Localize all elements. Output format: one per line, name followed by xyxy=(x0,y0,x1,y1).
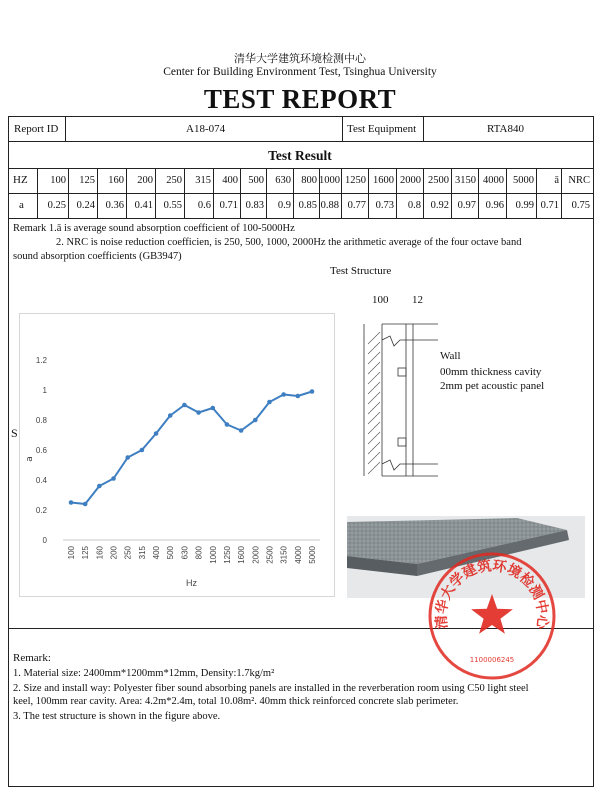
x-tick-label: 315 xyxy=(137,546,147,560)
a-row-label: a xyxy=(19,199,24,211)
table-value-cell: 0.99 xyxy=(515,200,534,211)
table-value-cell: 0.75 xyxy=(571,200,590,211)
x-tick-label: 800 xyxy=(194,546,204,560)
y-tick-label: 1 xyxy=(42,386,47,395)
table-header-cell: 1000 xyxy=(319,175,340,186)
bottom-remark-1: 1. Material size: 2400mm*1200mm*12mm, Density:1.7kg/m² xyxy=(13,668,275,679)
y-tick-label: 0.8 xyxy=(35,416,47,425)
data-point xyxy=(239,428,244,433)
x-tick-label: 2500 xyxy=(265,546,275,564)
data-point xyxy=(182,403,187,408)
table-header-cell: 630 xyxy=(275,175,291,186)
report-title: TEST REPORT xyxy=(203,84,397,114)
table-value-cell: 0.8 xyxy=(407,200,421,211)
data-point xyxy=(310,389,315,394)
data-point xyxy=(168,413,173,418)
bottom-remark-title: Remark: xyxy=(13,652,51,664)
label-cavity: 00mm thickness cavity xyxy=(440,366,542,378)
table-header-cell: ā xyxy=(554,175,559,186)
table-header-cell: 2500 xyxy=(428,175,449,186)
data-point xyxy=(267,400,272,405)
table-value-cell: 0.41 xyxy=(134,200,153,211)
y-tick-label: 0.4 xyxy=(35,476,47,485)
table-value-cell: 0.77 xyxy=(347,200,366,211)
table-value-cell: 0.96 xyxy=(485,200,504,211)
bottom-remark-2b: keel, 100mm rear cavity. Area: 4.2m*2.4m, total 10.08m². 40mm thick reinforced concrete slab perimeter. xyxy=(13,696,459,707)
x-tick-label: 250 xyxy=(123,546,133,560)
table-header-cell: 3150 xyxy=(455,175,476,186)
test-structure-title: Test Structure xyxy=(330,265,392,277)
label-wall: Wall xyxy=(440,350,461,362)
dimension-12: 12 xyxy=(412,294,423,306)
table-header-cell: 200 xyxy=(137,175,153,186)
data-point xyxy=(210,406,215,411)
data-point xyxy=(125,455,130,460)
table-header-cell: 250 xyxy=(166,175,182,186)
absorption-chart xyxy=(20,314,334,596)
x-tick-label: 2000 xyxy=(251,546,261,564)
test-equipment-value: RTA840 xyxy=(487,123,524,135)
dimension-100: 100 xyxy=(372,294,389,306)
col-divider xyxy=(423,117,424,141)
col-divider xyxy=(65,117,66,141)
table-header-cell: 315 xyxy=(195,175,211,186)
table-value-cell: 0.85 xyxy=(298,200,317,211)
y-tick-label: 0.2 xyxy=(35,506,47,515)
label-panel: 2mm pet acoustic panel xyxy=(440,380,545,392)
table-value-cell: 0.9 xyxy=(277,200,291,211)
chart-side-label: S xyxy=(11,426,18,440)
table-header-cell: 1250 xyxy=(345,175,366,186)
table-header-cell: 5000 xyxy=(513,175,534,186)
table-value-cell: 0.6 xyxy=(197,200,211,211)
table-value-cell: 0.83 xyxy=(245,200,264,211)
x-tick-label: 125 xyxy=(81,546,91,560)
remark-line-1: Remark 1.ā is average sound absorption coefficient of 100-5000Hz xyxy=(13,223,295,234)
data-point xyxy=(253,418,258,423)
y-tick-label: 1.2 xyxy=(35,356,47,365)
svg-text:清华大学建筑环境检测中心: 清华大学建筑环境检测中心 xyxy=(433,558,551,630)
official-stamp xyxy=(426,550,558,682)
table-value-cell: 0.24 xyxy=(76,200,95,211)
test-result-title: Test Result xyxy=(268,148,332,163)
data-point xyxy=(69,500,74,505)
svg-text:1100006245: 1100006245 xyxy=(469,656,515,664)
report-id-label: Report ID xyxy=(14,123,59,135)
col-divider xyxy=(342,117,343,141)
data-point xyxy=(97,484,102,489)
table-value-cell: 0.25 xyxy=(47,200,66,211)
x-tick-label: 630 xyxy=(180,546,190,560)
series-line-a xyxy=(71,392,312,505)
table-value-cell: 0.55 xyxy=(163,200,182,211)
bottom-remark-2a: 2. Size and install way: Polyester fiber sound absorbing panels are installed in the reverberation room using C50 light steel xyxy=(13,683,529,694)
table-header-cell: 2000 xyxy=(400,175,421,186)
table-value-cell: 0.92 xyxy=(430,200,449,211)
data-point xyxy=(154,431,159,436)
table-header-cell: 800 xyxy=(301,175,317,186)
y-axis-label: a xyxy=(25,456,35,462)
y-tick-label: 0 xyxy=(42,536,47,545)
row-divider xyxy=(8,218,594,219)
table-value-cell: 0.73 xyxy=(375,200,394,211)
bottom-remark-3: 3. The test structure is shown in the figure above. xyxy=(13,711,221,722)
remark-line-3: sound absorption coefficients (GB3947) xyxy=(13,251,182,262)
x-tick-label: 3150 xyxy=(279,546,289,564)
x-tick-label: 1600 xyxy=(237,546,247,564)
test-equipment-label: Test Equipment xyxy=(347,123,417,135)
table-header-cell: 4000 xyxy=(483,175,504,186)
table-header-cell: 125 xyxy=(79,175,95,186)
table-header-cell: NRC xyxy=(568,175,590,186)
x-tick-label: 4000 xyxy=(293,546,303,564)
x-tick-label: 1000 xyxy=(208,546,218,564)
table-value-cell: 0.71 xyxy=(219,200,238,211)
table-header-cell: 100 xyxy=(50,175,66,186)
x-tick-label: 1250 xyxy=(222,546,232,564)
data-point xyxy=(83,502,88,507)
data-point xyxy=(296,394,301,399)
table-value-cell: 0.36 xyxy=(105,200,124,211)
data-point xyxy=(111,476,116,481)
center-english-name: Center for Building Environment Test, Tsinghua University xyxy=(163,66,437,78)
x-tick-label: 500 xyxy=(166,546,176,560)
x-tick-label: 5000 xyxy=(308,546,317,564)
x-tick-label: 400 xyxy=(152,546,162,560)
x-tick-label: 200 xyxy=(109,546,119,560)
data-point xyxy=(196,410,201,415)
remark-line-2: 2. NRC is noise reduction coefficien, is 250, 500, 1000, 2000Hz the arithmetic average of the four octave band xyxy=(56,237,522,248)
report-id-value: A18-074 xyxy=(186,123,226,135)
data-point xyxy=(225,422,230,427)
hz-row-label: HZ xyxy=(13,174,28,186)
table-header-cell: 500 xyxy=(248,175,264,186)
y-tick-label: 0.6 xyxy=(35,446,47,455)
center-chinese-name: 清华大学建筑环境检测中心 xyxy=(234,53,366,65)
table-header-cell: 400 xyxy=(222,175,238,186)
x-tick-label: 100 xyxy=(67,546,76,560)
table-value-cell: 0.97 xyxy=(457,200,476,211)
table-value-cell: 0.88 xyxy=(320,200,339,211)
table-header-cell: 1600 xyxy=(373,175,394,186)
structure-diagram xyxy=(356,318,446,480)
row-divider xyxy=(8,141,594,142)
table-value-cell: 0.71 xyxy=(540,200,559,211)
data-point xyxy=(281,392,286,397)
data-point xyxy=(140,448,145,453)
x-axis-label: Hz xyxy=(186,578,197,588)
table-header-cell: 160 xyxy=(108,175,124,186)
absorption-chart-box xyxy=(19,313,335,597)
x-tick-label: 160 xyxy=(95,546,105,560)
